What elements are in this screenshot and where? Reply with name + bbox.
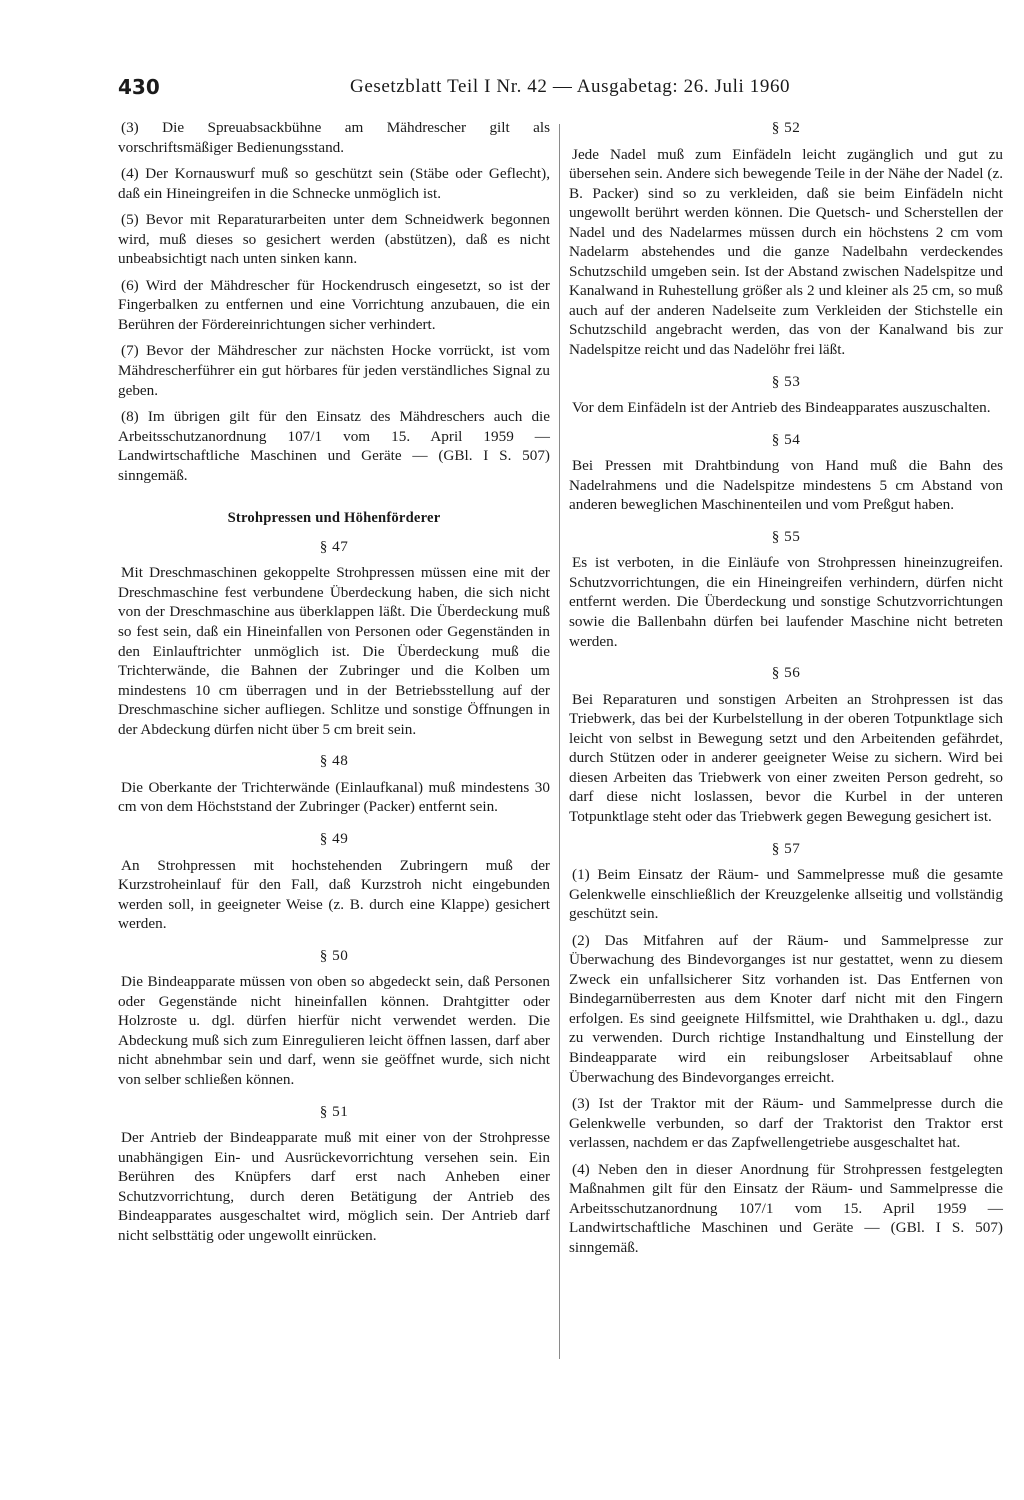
- section-56-text: Bei Reparaturen und sonstigen Arbeiten an Strohpressen ist das Triebwerk, das bei der Kurbelstellung in der oberen Totpunktlage sich leicht von selbst in Bewegung setzt und den Arbeitenden gefährdet, durch Stützen oder in anderer geeigneter Weise zu sichern. Wird bei diesen Arbeiten das Triebwerk von einer zweiten Person gedreht, so darf diese nicht loslassen, bevor die Kurbel in der unteren Totpunktlage steht oder das Triebwerk gegen Bewegung gesichert ist.: [569, 690, 1003, 825]
- section-48-title: § 48: [319, 752, 349, 770]
- section-56-title: § 56: [771, 664, 801, 682]
- section-57-paragraph-2: (2) Das Mitfahren auf der Räum- und Sammelpresse zur Überwachung des Bindevorganges ist nur gestattet, wenn zu diesem Zweck ein unfallsicherer Sitz vorhanden ist. Das Entfernen von Bindegarnüberresten aus dem Knoter darf nicht mit den Fingern erfolgen. Es sind geeignete Hilfsmittel, wie Drahthaken u. dgl., dazu zu verwenden. Durch richtige Instandhaltung und Einstellung der Bindeapparate wird ein reibungsloser Arbeitsablauf ohne Überwachung des Bindevorganges erreicht.: [569, 931, 1003, 1086]
- section-51-text: Der Antrieb der Bindeapparate muß mit einer von der Strohpresse unabhängigen Ein- und Ausrückevorrichtung versehen sein. Ein Berühren des Knüpfers darf erst nach Anheben einer Schutzvorrichtung, durch deren Betätigung der Antrieb des Bindeapparates ausgeschaltet wird, möglich sein. Der Antrieb darf nicht selbsttätig oder ungewollt einrücken.: [118, 1129, 550, 1244]
- section-51-title: § 51: [319, 1102, 349, 1120]
- section-50-title: § 50: [319, 946, 349, 964]
- section-52-text: Jede Nadel muß zum Einfädeln leicht zugänglich und gut zu übersehen sein. Andere sich bewegende Teile in der Nähe der Nadel (z. B. Packer) sind so zu verkleiden, daß sie beim Einfädeln nicht ungewollt berührt werden können. Die Quetsch- und Scherstellen der Nadel und des Nadelarmes müssen durch ein höchstens 2 cm vom Nadelarm abstehendes und die ganze Nadelbahn verdeckendes Schutzschild umgeben sein. Ist der Abstand zwischen Nadelspitze und Kanalwand in Ruhestellung größer als 2 und kleiner als 25 cm, so muß auch auf der anderen Nadelseite zum Verkleiden der Stichstelle ein Schutzschild angebracht werden, das von der Kanalwand bis zur Nadelspitze reicht und das Nadelöhr frei läßt.: [569, 145, 1003, 359]
- right-column: [569, 118, 1003, 1257]
- left-column: [118, 118, 550, 1245]
- running-head: Gesetzblatt Teil I Nr. 42 — Ausgabetag: 26. Juli 1960: [350, 76, 791, 97]
- column-divider: [559, 124, 560, 1359]
- section-49-text: An Strohpressen mit hochstehenden Zubringern muß der Kurzstroheinlauf für den Fall, daß Kurzstroh nicht eingebunden werden soll, in geeigneter Weise (z. B. durch eine Klappe) gesichert werden.: [118, 856, 550, 933]
- section-47-title: § 47: [319, 537, 349, 555]
- paragraph-8: (8) Im übrigen gilt für den Einsatz des Mähdreschers auch die Arbeitsschutzanordnung 107/1 vom 15. April 1959 — Landwirtschaftliche Maschinen und Geräte — (GBl. I S. 507) sinngemäß.: [118, 408, 550, 484]
- paragraph-5: (5) Bevor mit Reparaturarbeiten unter dem Schneidwerk begonnen wird, muß dieses so gesichert werden (abstützen), daß es nicht unbeabsichtigt nach unten sinken kann.: [118, 211, 550, 268]
- section-57-title: § 57: [771, 839, 801, 857]
- paragraph-4: (4) Der Kornauswurf muß so geschützt sein (Stäbe oder Geflecht), daß ein Hineingreifen in die Schnecke unmöglich ist.: [118, 165, 550, 202]
- section-48-text: Die Oberkante der Trichterwände (Einlaufkanal) muß mindestens 30 cm von dem Höchststand der Zubringer (Packer) entfernt sein.: [118, 778, 550, 816]
- section-57-paragraph-1: (1) Beim Einsatz der Räum- und Sammelpresse muß die gesamte Gelenkwelle einschließlich der Kreuzgelenke allseitig und vollständig geschützt sein.: [569, 866, 1003, 923]
- section-57-paragraph-3: (3) Ist der Traktor mit der Räum- und Sammelpresse durch die Gelenkwelle verbunden, so darf der Traktorist den Traktor erst verlassen, nachdem er das Zapfwellengetriebe ausgeschaltet hat.: [569, 1095, 1003, 1152]
- section-47-text: Mit Dreschmaschinen gekoppelte Strohpressen müssen eine mit der Dreschmaschine fest verbundene Überdeckung haben, die sich nicht von der Dreschmaschine aus überklappen läßt. Die Überdeckung muß so fest sein, daß ein Hineinfallen von Personen oder Gegenständen in den Einlauftrichter unmöglich ist. Die Überdeckung muß die Trichterwände, die Bahnen der Zubringer und die Kolben um mindestens 10 cm überragen und in der Betriebsstellung auf der Dreschmaschine sicher aufliegen. Schlitze und sonstige Öffnungen in der Abdeckung dürfen nicht über 5 cm breit sein.: [118, 564, 550, 738]
- paragraph-7: (7) Bevor der Mähdrescher zur nächsten Hocke vorrückt, ist vom Mähdrescherführer ein gut hörbares für jeden verständliches Signal zu geben.: [118, 342, 550, 399]
- section-49-title: § 49: [319, 829, 349, 847]
- section-53-title: § 53: [771, 372, 801, 390]
- paragraph-3: (3) Die Spreuabsackbühne am Mähdrescher gilt als vorschriftsmäßiger Bedienungsstand.: [118, 119, 550, 156]
- page-number: 430: [118, 75, 160, 99]
- section-57-paragraph-4: (4) Neben den in dieser Anordnung für Strohpressen festgelegten Maßnahmen gilt für den Einsatz der Räum- und Sammelpresse die Arbeitsschutzanordnung 107/1 vom 15. April 1959 — Landwirtschaftliche Maschinen und Geräte — (GBl. I S. 507) sinngemäß.: [569, 1160, 1003, 1256]
- section-50-text: Die Bindeapparate müssen von oben so abgedeckt sein, daß Personen oder Gegenstände nicht hineinfallen können. Drahtgitter oder Holzroste u. dgl. dürfen hierfür nicht verwendet werden. Die Abdeckung muß sich zum Einregulieren leicht öffnen lassen, darf aber nicht abnehmbar sein und darf, wenn sie geöffnet wurde, sich nicht von selber schließen können.: [118, 973, 550, 1088]
- section-52-title: § 52: [771, 119, 801, 136]
- section-54-text: Bei Pressen mit Drahtbindung von Hand muß die Bahn des Nadelrahmens und die Nadelspitze mindestens 5 cm Abstand von anderen beweglichen Maschinenteilen und vom Preßgut haben.: [569, 457, 1003, 514]
- subheading: Strohpressen und Höhenförderer: [227, 510, 441, 527]
- section-54-title: § 54: [771, 430, 801, 448]
- page-header: [118, 72, 998, 102]
- section-53-text: Vor dem Einfädeln ist der Antrieb des Bindeapparates auszuschalten.: [572, 399, 991, 417]
- section-55-title: § 55: [771, 527, 801, 545]
- paragraph-6: (6) Wird der Mähdrescher für Hockendrusch eingesetzt, so ist der Fingerbalken zu entfernen und eine Vorrichtung anzubauen, die ein Berühren der Fördereinrichtungen sicher verhindert.: [118, 276, 550, 333]
- section-55-text: Es ist verboten, in die Einläufe von Strohpressen hineinzugreifen. Schutzvorrichtungen, die ein Hineingreifen verhindern, dürfen nicht entfernt werden. Die Überdeckung und sonstige Schutzvorrichtungen sowie die Ballenbahn dürfen bei laufender Maschine nicht betreten werden.: [569, 554, 1003, 650]
